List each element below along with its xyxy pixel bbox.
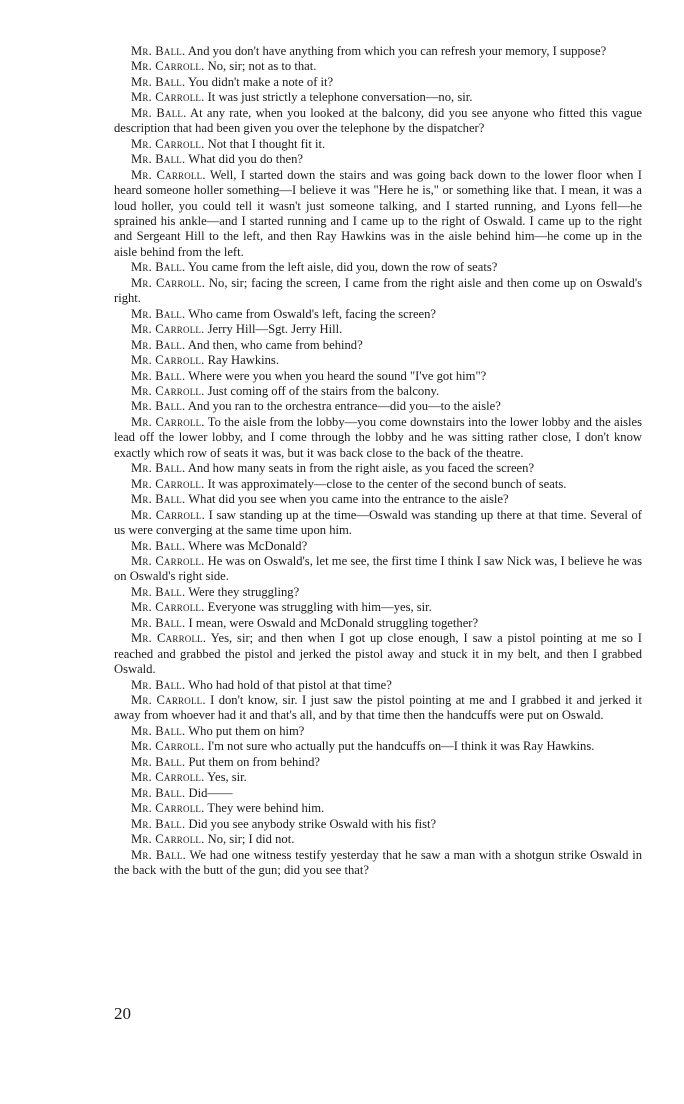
testimony-paragraph xyxy=(114,260,642,275)
statement-text: Yes, sir. xyxy=(207,770,247,785)
statement-text: I saw standing up at the time—Oswald was standing up there at that time. Several of us were converging at the same time upon him. xyxy=(114,507,642,538)
testimony-paragraph xyxy=(114,616,642,631)
testimony-paragraph xyxy=(114,384,642,399)
testimony-paragraph xyxy=(114,369,642,384)
speaker-label: Mr. Carroll. xyxy=(131,59,205,74)
statement-text: And then, who came from behind? xyxy=(187,337,363,352)
statement-text: And how many seats in from the right aisle, as you faced the screen? xyxy=(187,461,535,476)
speaker-label: Mr. Ball. xyxy=(131,74,186,89)
statement-text: I mean, were Oswald and McDonald struggling together? xyxy=(188,615,479,630)
speaker-label: Mr. Ball. xyxy=(131,785,186,800)
testimony-paragraph xyxy=(114,168,642,261)
testimony-paragraph xyxy=(114,106,642,137)
testimony-paragraph xyxy=(114,461,642,476)
page-number: 20 xyxy=(114,1004,131,1023)
speaker-label: Mr. Ball. xyxy=(131,337,186,352)
statement-text: At any rate, when you looked at the balcony, did you see anyone who fitted this vague description that had been given you over the telephone by the dispatcher? xyxy=(114,105,642,136)
statement-text: Did you see anybody strike Oswald with his fist? xyxy=(188,816,437,831)
speaker-label: Mr. Ball. xyxy=(131,306,186,321)
speaker-label: Mr. Ball. xyxy=(131,105,187,120)
testimony-paragraph xyxy=(114,415,642,461)
speaker-label: Mr. Carroll. xyxy=(131,770,205,785)
statement-text: Just coming off of the stairs from the balcony. xyxy=(207,383,440,398)
statement-text: Where were you when you heard the sound "I've got him"? xyxy=(188,368,487,383)
speaker-label: Mr. Ball. xyxy=(131,584,186,599)
testimony-paragraph xyxy=(114,678,642,693)
statement-text: Who had hold of that pistol at that time? xyxy=(188,677,392,692)
testimony-paragraph xyxy=(114,338,642,353)
testimony-paragraph xyxy=(114,353,642,368)
testimony-paragraph xyxy=(114,307,642,322)
testimony-paragraph xyxy=(114,848,642,879)
statement-text: It was just strictly a telephone conversation—no, sir. xyxy=(207,90,473,105)
testimony-paragraph xyxy=(114,276,642,307)
statement-text: No, sir; not as to that. xyxy=(207,59,317,74)
testimony-paragraph xyxy=(114,817,642,832)
testimony-paragraph xyxy=(114,585,642,600)
speaker-label: Mr. Carroll. xyxy=(131,739,205,754)
speaker-label: Mr. Carroll. xyxy=(131,476,205,491)
testimony-paragraph xyxy=(114,44,642,59)
speaker-label: Mr. Ball. xyxy=(131,677,186,692)
speaker-label: Mr. Carroll. xyxy=(131,90,205,105)
speaker-label: Mr. Carroll. xyxy=(131,353,205,368)
statement-text: And you ran to the orchestra entrance—did you—to the aisle? xyxy=(187,399,501,414)
testimony-paragraph xyxy=(114,554,642,585)
speaker-label: Mr. Carroll. xyxy=(131,507,205,522)
statement-text: Yes, sir; and then when I got up close enough, I saw a pistol pointing at me so I reached and grabbed the pistol and jerked the pistol away and stuck it in my belt, and then I grabbed Oswald. xyxy=(114,631,642,677)
statement-text: To the aisle from the lobby—you come downstairs into the lower lobby and the aisles lead off the lower lobby, and I come through the lobby and he was sitting rather close, I don't know exactly which row of seats it was, but it was back close to the back of the theatre. xyxy=(114,414,642,460)
speaker-label: Mr. Carroll. xyxy=(131,136,205,151)
statement-text: No, sir; I did not. xyxy=(207,832,295,847)
speaker-label: Mr. Ball. xyxy=(131,44,186,58)
speaker-label: Mr. Ball. xyxy=(131,399,186,414)
statement-text: I don't know, sir. I just saw the pistol pointing at me and I grabbed it and jerked it away from whoever had it and that's all, and by that time then the handcuffs were put on Oswald. xyxy=(114,693,642,723)
testimony-paragraph xyxy=(114,508,642,539)
testimony-paragraph xyxy=(114,724,642,739)
speaker-label: Mr. Carroll. xyxy=(131,693,206,708)
testimony-paragraph xyxy=(114,152,642,167)
testimony-paragraph xyxy=(114,739,642,754)
testimony-paragraph xyxy=(114,755,642,770)
speaker-label: Mr. Carroll. xyxy=(131,600,205,615)
speaker-label: Mr. Carroll. xyxy=(131,275,206,290)
statement-text: Not that I thought fit it. xyxy=(207,136,326,151)
speaker-label: Mr. Ball. xyxy=(131,754,186,769)
testimony-paragraph xyxy=(114,137,642,152)
statement-text: Well, I started down the stairs and was going back down to the lower floor when I heard someone holler something—I believe it was "Here he is," or something like that. I mean, it was a loud holler, you could tell it wasn't just someone talking, and I started running, and Lyons fell—he sprained his ankle—and I started running and I came up to the right of Oswald. I came up to the right and Sergeant Hill to the left, and then Ray Hawkins was in the aisle behind him—he come up in the aisle behind from the left. xyxy=(114,167,642,259)
speaker-label: Mr. Ball. xyxy=(131,152,186,167)
testimony-paragraph xyxy=(114,539,642,554)
statement-text: We had one witness testify yesterday that he saw a man with a shotgun strike Oswald in the back with the butt of the gun; did you see that? xyxy=(114,847,642,878)
statement-text: Put them on from behind? xyxy=(188,754,321,769)
speaker-label: Mr. Carroll. xyxy=(131,832,205,847)
testimony-paragraph xyxy=(114,786,642,801)
testimony-paragraph xyxy=(114,90,642,105)
statement-text: What did you do then? xyxy=(188,152,303,167)
statement-text: Who put them on him? xyxy=(188,723,305,738)
statement-text: I'm not sure who actually put the handcuffs on—I think it was Ray Hawkins. xyxy=(207,739,595,754)
statement-text: You didn't make a note of it? xyxy=(188,74,334,89)
speaker-label: Mr. Ball. xyxy=(131,492,186,507)
testimony-paragraph xyxy=(114,600,642,615)
statement-text: Did—— xyxy=(188,785,233,800)
statement-text: Who came from Oswald's left, facing the screen? xyxy=(188,306,437,321)
speaker-label: Mr. Ball. xyxy=(131,816,186,831)
testimony-paragraph xyxy=(114,59,642,74)
testimony-paragraph xyxy=(114,631,642,677)
statement-text: Jerry Hill—Sgt. Jerry Hill. xyxy=(207,322,343,337)
testimony-paragraph xyxy=(114,322,642,337)
statement-text: Where was McDonald? xyxy=(188,538,308,553)
speaker-label: Mr. Ball. xyxy=(131,461,186,476)
testimony-paragraph xyxy=(114,399,642,414)
statement-text: What did you see when you came into the entrance to the aisle? xyxy=(188,492,509,507)
testimony-paragraph xyxy=(114,801,642,816)
statement-text: And you don't have anything from which you can refresh your memory, I suppose? xyxy=(187,44,607,58)
speaker-label: Mr. Ball. xyxy=(131,723,186,738)
speaker-label: Mr. Carroll. xyxy=(131,801,205,816)
testimony-paragraph xyxy=(114,477,642,492)
speaker-label: Mr. Carroll. xyxy=(131,383,205,398)
statement-text: It was approximately—close to the center of the second bunch of seats. xyxy=(207,476,567,491)
speaker-label: Mr. Carroll. xyxy=(131,167,206,182)
statement-text: Everyone was struggling with him—yes, sir. xyxy=(207,600,432,615)
speaker-label: Mr. Carroll. xyxy=(131,414,205,429)
statement-text: He was on Oswald's, let me see, the first time I think I saw Nick was, I believe he was on Oswald's right side. xyxy=(114,553,643,584)
statement-text: They were behind him. xyxy=(207,801,325,816)
statement-text: No, sir; facing the screen, I came from the right aisle and then come up on Oswald's right. xyxy=(114,275,642,306)
testimony-text xyxy=(114,44,642,878)
statement-text: Ray Hawkins. xyxy=(207,353,279,368)
speaker-label: Mr. Carroll. xyxy=(131,553,205,568)
speaker-label: Mr. Ball. xyxy=(131,847,186,862)
speaker-label: Mr. Carroll. xyxy=(131,322,205,337)
testimony-paragraph xyxy=(114,492,642,507)
statement-text: Were they struggling? xyxy=(188,584,300,599)
speaker-label: Mr. Ball. xyxy=(131,538,186,553)
testimony-paragraph xyxy=(114,75,642,90)
testimony-paragraph xyxy=(114,770,642,785)
speaker-label: Mr. Ball. xyxy=(131,260,186,275)
testimony-paragraph xyxy=(114,693,642,724)
statement-text: You came from the left aisle, did you, down the row of seats? xyxy=(188,260,498,275)
speaker-label: Mr. Carroll. xyxy=(131,631,207,646)
testimony-paragraph xyxy=(114,832,642,847)
speaker-label: Mr. Ball. xyxy=(131,615,186,630)
speaker-label: Mr. Ball. xyxy=(131,368,186,383)
